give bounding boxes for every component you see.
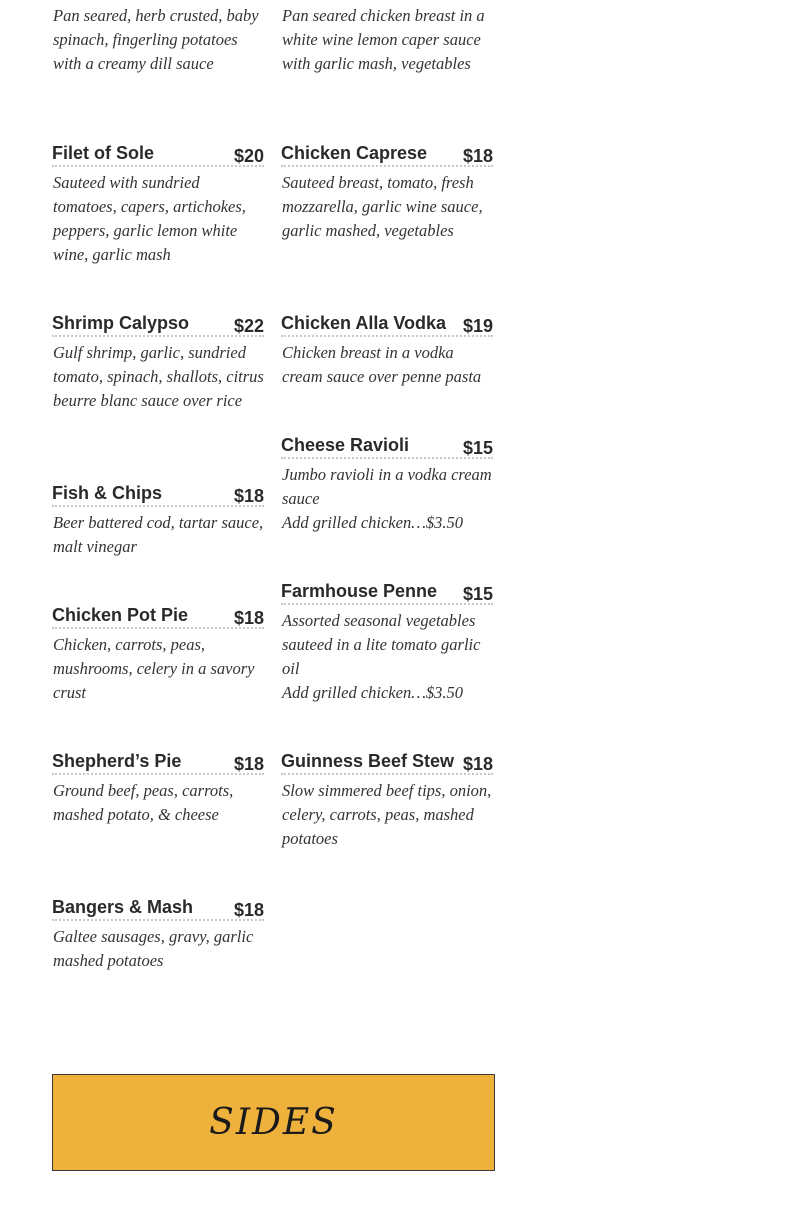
menu-item-fish-and-chips [52, 483, 264, 559]
menu-item-guinness-beef-stew [281, 751, 493, 851]
item-description: Sauteed with sundried tomatoes, capers, artichokes, peppers, garlic lemon white wine, garlic mash [53, 173, 246, 264]
item-description: Galtee sausages, gravy, garlic mashed potatoes [53, 927, 254, 970]
item-description [281, 463, 493, 535]
item-description: Ground beef, peas, carrots, mashed potato, & cheese [53, 781, 234, 824]
sides-section-title: SIDES [209, 1102, 338, 1143]
item-description: Slow simmered beef tips, onion, celery, carrots, peas, mashed potatoes [282, 781, 492, 848]
item-header [281, 751, 493, 775]
top-right-item [281, 0, 493, 76]
menu-item-chicken-caprese [281, 143, 493, 243]
item-price: $18 [233, 486, 264, 506]
item-description: Gulf shrimp, garlic, sundried tomato, spinach, shallots, citrus beurre blanc sauce over rice [53, 343, 264, 410]
item-header [52, 751, 264, 775]
item-name: Shrimp Calypso [52, 313, 190, 333]
item-description: Chicken breast in a vodka cream sauce over penne pasta [282, 343, 482, 386]
item-description: Pan seared, herb crusted, baby spinach, fingerling potatoes with a creamy dill sauce [53, 6, 259, 73]
item-price: $15 [462, 438, 493, 458]
item-name: Filet of Sole [52, 143, 155, 163]
menu-item-farmhouse-penne [281, 581, 493, 705]
item-name: Chicken Alla Vodka [281, 313, 447, 333]
item-name: Guinness Beef Stew [281, 751, 455, 771]
item-price: $18 [233, 900, 264, 920]
menu-item-bangers-and-mash [52, 897, 264, 973]
item-header [52, 143, 264, 167]
item-price: $15 [462, 584, 493, 604]
sides-section-banner [52, 1074, 495, 1171]
item-price: $18 [462, 146, 493, 166]
item-header [52, 897, 264, 921]
item-description: Chicken, carrots, peas, mushrooms, celery in a savory crust [53, 635, 255, 702]
item-price: $18 [233, 754, 264, 774]
top-left-item [52, 0, 264, 76]
item-name: Farmhouse Penne [281, 581, 438, 601]
menu-item-shepherds-pie [52, 751, 264, 827]
item-header [281, 435, 493, 459]
item-price: $18 [462, 754, 493, 774]
item-header [281, 581, 493, 605]
item-price: $19 [462, 316, 493, 336]
item-description [281, 609, 493, 705]
item-header [281, 143, 493, 167]
item-header [52, 605, 264, 629]
item-name: Bangers & Mash [52, 897, 194, 917]
item-description-text: Assorted seasonal vegetables sauteed in a lite tomato garlic oil [282, 611, 481, 678]
item-description: Pan seared chicken breast in a white wine lemon caper sauce with garlic mash, vegetables [282, 6, 485, 73]
item-addon: Add grilled chicken…$3.50 [282, 513, 464, 532]
item-addon: Add grilled chicken…$3.50 [282, 683, 464, 702]
menu-item-chicken-pot-pie [52, 605, 264, 705]
menu-item-cheese-ravioli [281, 435, 493, 535]
item-description-text: Jumbo ravioli in a vodka cream sauce [282, 465, 492, 508]
item-name: Shepherd’s Pie [52, 751, 182, 771]
item-header [52, 313, 264, 337]
menu-item-filet-of-sole [52, 143, 264, 267]
item-description: Beer battered cod, tartar sauce, malt vinegar [53, 513, 264, 556]
menu-item-shrimp-calypso [52, 313, 264, 413]
item-price: $22 [233, 316, 264, 336]
item-header [52, 483, 264, 507]
item-name: Fish & Chips [52, 483, 163, 503]
item-price: $20 [233, 146, 264, 166]
menu-item-chicken-alla-vodka [281, 313, 493, 389]
item-name: Chicken Caprese [281, 143, 428, 163]
item-header [281, 313, 493, 337]
item-description: Sauteed breast, tomato, fresh mozzarella, garlic wine sauce, garlic mashed, vegetables [282, 173, 483, 240]
item-name: Cheese Ravioli [281, 435, 410, 455]
item-price: $18 [233, 608, 264, 628]
item-name: Chicken Pot Pie [52, 605, 189, 625]
